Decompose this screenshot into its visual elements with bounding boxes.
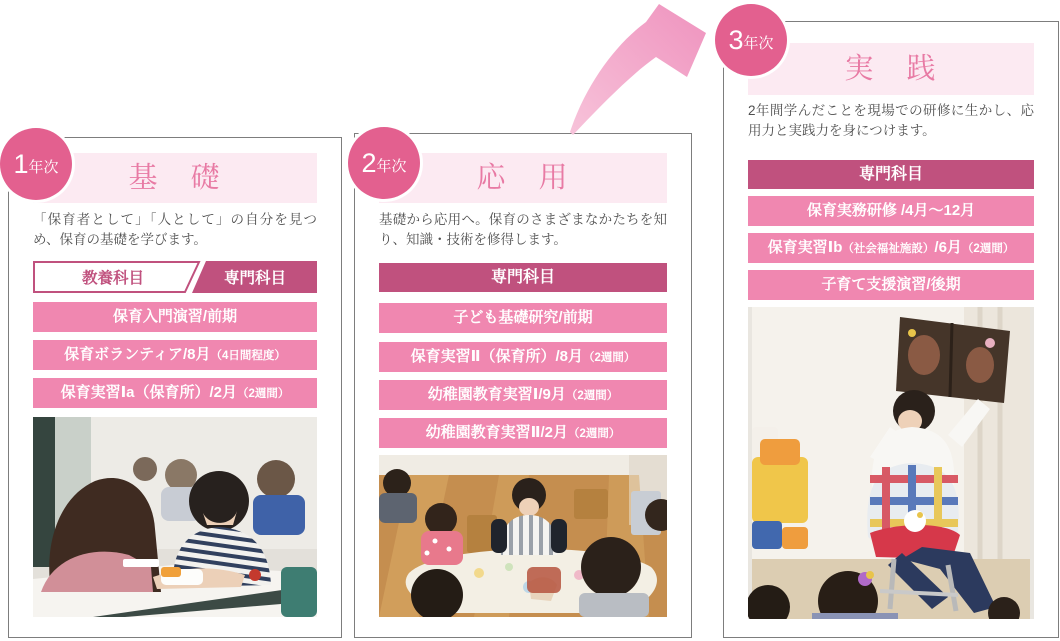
year1-badge [0, 128, 72, 200]
year3-description: 2年間学んだことを現場での研修に生かし、応用力と実践力を身につけます。 [748, 103, 1034, 139]
year1-card [8, 137, 342, 638]
course-item: 子育て支援演習/後期 [748, 270, 1034, 300]
arrow-icon [540, 0, 720, 150]
year1-badge-suffix: 年次 [28, 158, 59, 176]
course-item: 保育実習Ⅰb（社会福祉施設）/6月（2週間） [748, 233, 1034, 263]
year1-subject-tabs [33, 261, 317, 293]
year1-course-list [33, 302, 317, 408]
course-item: 保育実習Ⅰa（保育所）/2月（2週間） [33, 378, 317, 408]
year2-badge-number: 2 [361, 147, 377, 178]
year2-photo [379, 455, 667, 617]
year3-badge-number: 3 [728, 24, 744, 55]
year3-photo [748, 307, 1034, 619]
year1-badge-number: 1 [13, 148, 29, 179]
course-item: 保育入門演習/前期 [33, 302, 317, 332]
year2-course-list [379, 303, 667, 448]
year3-badge-suffix: 年次 [743, 34, 774, 52]
course-item: 保育実務研修 /4月～12月 [748, 196, 1034, 226]
course-item: 子ども基礎研究/前期 [379, 303, 667, 333]
year2-badge-suffix: 年次 [376, 157, 407, 175]
year2-title: 応 用 [379, 153, 667, 203]
year2-description: 基礎から応用へ。保育のさまざまなかたちを知り、知識・技術を修得します。 [379, 212, 667, 248]
tab-specialized-subjects: 専門科目 [223, 270, 287, 287]
year1-photo [33, 417, 317, 617]
course-item: 幼稚園教育実習Ⅱ/2月（2週間） [379, 418, 667, 448]
year2-subject-header: 専門科目 [379, 263, 667, 292]
year3-card [723, 21, 1059, 638]
tab-general-subjects: 教養科目 [81, 270, 145, 287]
year3-subject-header: 専門科目 [748, 160, 1034, 189]
course-item: 保育実習Ⅱ（保育所）/8月（2週間） [379, 342, 667, 372]
year1-description: 「保育者として」「人として」の自分を見つめ、保育の基礎を学びます。 [33, 212, 317, 248]
year3-title: 実 践 [748, 43, 1034, 95]
course-item: 保育ボランティア/8月（4日間程度） [33, 340, 317, 370]
year3-badge [715, 4, 787, 76]
year2-badge [348, 127, 420, 199]
year1-title: 基 礎 [33, 153, 317, 203]
year3-course-list [748, 196, 1034, 300]
year2-card [354, 133, 692, 638]
course-item: 幼稚園教育実習Ⅰ/9月（2週間） [379, 380, 667, 410]
